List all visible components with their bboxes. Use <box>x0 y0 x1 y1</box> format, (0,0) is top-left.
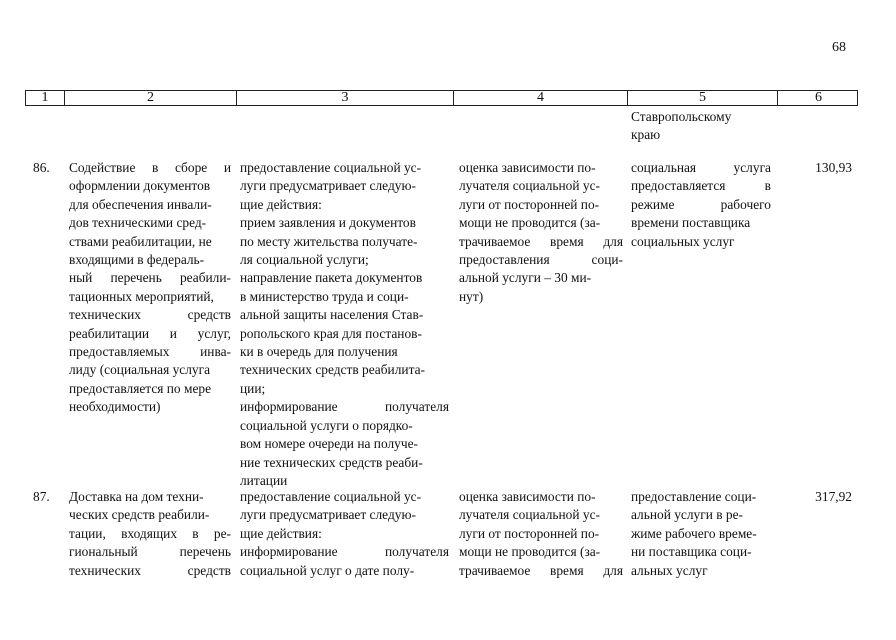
text-line: социальной услуги о порядко- <box>240 417 413 433</box>
conditions-cell <box>631 159 771 251</box>
text-line: Ставропольскому <box>631 109 732 124</box>
time-standard-cell <box>459 488 623 580</box>
text-line: альных услуг <box>631 562 708 578</box>
time-standard-cell <box>459 159 623 306</box>
text-line: щие действия: <box>240 525 322 541</box>
text-line: Доставка на дом техни- <box>69 489 204 504</box>
text-line: краю <box>631 127 661 143</box>
text-line: мощи не проводится (за- <box>459 544 601 560</box>
text-line: необходимости) <box>69 399 161 415</box>
header-col-4: 4 <box>453 91 627 105</box>
table-header-row <box>25 90 858 106</box>
page-number: 68 <box>832 40 846 55</box>
text-line: ческих средств реабили- <box>69 507 210 523</box>
text-line: прием заявления и документов <box>240 215 416 231</box>
text-line: нут) <box>459 288 484 304</box>
text-line: предоставляется по мере <box>69 380 212 396</box>
header-col-6: 6 <box>777 91 859 105</box>
text-line: ние технических средств реаби- <box>240 454 423 470</box>
text-line: входящими в федераль- <box>69 252 205 268</box>
text-line: луги от посторонней по- <box>459 196 600 212</box>
text-line: предоставляется в <box>631 178 771 194</box>
text-line: оформлении документов <box>69 178 211 194</box>
text-line: ки в очередь для получения <box>240 344 398 360</box>
text-line: времени поставщика <box>631 215 751 231</box>
text-line: литации <box>240 472 288 488</box>
text-line: ни поставщика соци- <box>631 544 752 560</box>
text-line: луги предусматривает следую- <box>240 507 416 523</box>
text-line: жиме рабочего време- <box>631 525 757 541</box>
text-line: трачиваемое время для <box>459 233 623 249</box>
text-line: предоставляемых инва- <box>69 344 231 360</box>
text-line: лиду (социальная услуга <box>69 362 211 378</box>
text-line: оценка зависимости по- <box>459 489 596 504</box>
text-line: социальных услуг <box>631 233 735 249</box>
text-line: тационных мероприятий, <box>69 288 214 304</box>
text-line: луги предусматривает следую- <box>240 178 416 194</box>
text-line: предоставления соци- <box>459 252 623 268</box>
text-line: трачиваемое время для <box>459 562 623 578</box>
text-line: лучателя социальной ус- <box>459 178 600 194</box>
text-line: информирование получателя <box>240 544 449 560</box>
text-line: реабилитации и услуг, <box>69 325 231 341</box>
text-line: мощи не проводится (за- <box>459 215 601 231</box>
text-line: предоставление социальной ус- <box>240 160 422 175</box>
text-line: информирование получателя <box>240 399 449 415</box>
text-line: оценка зависимости по- <box>459 160 596 175</box>
text-line: ствами реабилитации, не <box>69 233 212 249</box>
price-cell: 317,92 <box>815 489 852 504</box>
text-line: ный перечень реабили- <box>69 270 231 286</box>
text-line: дов техническими сред- <box>69 215 207 231</box>
text-line: технических средств <box>69 307 231 323</box>
text-line: альной защиты населения Став- <box>240 307 424 323</box>
conditions-cell <box>631 488 771 580</box>
text-line: альной услуги – 30 ми- <box>459 270 592 286</box>
text-line: лучателя социальной ус- <box>459 507 600 523</box>
header-col-5: 5 <box>627 91 777 105</box>
text-line: предоставление соци- <box>631 489 757 504</box>
text-line: щие действия: <box>240 196 322 212</box>
text-line: луги от посторонней по- <box>459 525 600 541</box>
text-line: направление пакета документов <box>240 270 423 286</box>
text-line: по месту жительства получате- <box>240 233 418 249</box>
text-line: предоставление социальной ус- <box>240 489 422 504</box>
text-line: ля социальной услуги; <box>240 252 369 268</box>
row-number: 87. <box>33 489 50 504</box>
text-line: Содействие в сборе и <box>69 160 231 175</box>
header-col-3: 3 <box>236 91 453 105</box>
text-line: гиональный перечень <box>69 544 231 560</box>
service-actions-cell <box>240 488 449 580</box>
text-line: социальная услуга <box>631 160 771 175</box>
text-line: альной услуги в ре- <box>631 507 744 523</box>
text-line: режиме рабочего <box>631 196 771 212</box>
header-col-1: 1 <box>41 90 49 105</box>
row-number: 86. <box>33 160 50 175</box>
text-line: ции; <box>240 380 266 396</box>
text-line: ропольского края для постанов- <box>240 325 422 341</box>
price-cell: 130,93 <box>815 160 852 175</box>
text-line: тации, входящих в ре- <box>69 525 231 541</box>
header-col-2: 2 <box>64 91 236 105</box>
text-line: социальной услуг о дате полу- <box>240 562 415 578</box>
service-actions-cell <box>240 159 449 490</box>
text-line: в министерство труда и соци- <box>240 288 409 304</box>
service-name-cell <box>69 488 231 580</box>
carryover-col5 <box>631 108 781 145</box>
text-line: для обеспечения инвали- <box>69 196 212 212</box>
text-line: вом номере очереди на получе- <box>240 436 418 452</box>
text-line: технических средств реабилита- <box>240 362 425 378</box>
service-name-cell <box>69 159 231 417</box>
text-line: технических средств <box>69 562 231 578</box>
